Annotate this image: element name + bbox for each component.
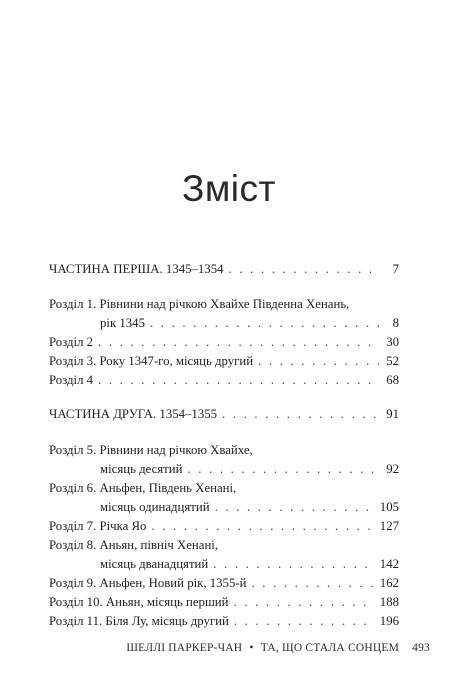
toc-entry-page: 52: [386, 354, 399, 368]
dot-leader: [187, 462, 379, 477]
footer-book-title: ТА, ЩО СТАЛА СОНЦЕМ: [260, 642, 400, 654]
toc-entry-chapter-11[interactable]: [49, 614, 399, 631]
page-title: Зміст: [182, 168, 276, 209]
toc-entry-label: Розділ 3. Року 1347-го, місяць другий: [49, 354, 254, 368]
toc-entry-chapter-4[interactable]: [49, 373, 399, 390]
toc-entry-label: Розділ 9. Аньфен, Новий рік, 1355-й: [49, 576, 247, 590]
toc-entry-chapter-1[interactable]: [49, 316, 399, 333]
toc-entry-page: 162: [379, 576, 399, 590]
toc-entry-page: 30: [386, 335, 399, 349]
dot-leader: [229, 262, 379, 277]
toc-entry-page: 7: [392, 262, 399, 276]
toc-entry-chapter-5[interactable]: [49, 462, 399, 479]
toc-entry-chapter-8[interactable]: [49, 557, 399, 574]
toc-entry-chapter-9[interactable]: [49, 576, 399, 593]
toc-entry-page: 196: [379, 614, 399, 628]
toc-entry-chapter-2[interactable]: [49, 335, 399, 352]
toc-entry-label: Розділ 2: [49, 335, 94, 349]
toc-entry-label: Розділ 10. Аньян, місяць перший: [49, 595, 229, 609]
dot-leader: [213, 557, 374, 572]
toc-entry-page: 142: [379, 557, 399, 571]
dot-leader: [234, 614, 374, 629]
toc-entry-label: Розділ 4: [49, 373, 94, 387]
toc-entry-label: рік 1345: [100, 316, 145, 330]
toc-entry-chapter-6-line-1[interactable]: Розділ 6. Аньфен, Південь Хенані,: [49, 481, 237, 495]
toc-entry-chapter-8-line-1[interactable]: Розділ 8. Аньян, північ Хенані,: [49, 538, 219, 552]
toc-entry-label: Розділ 11. Біля Лу, місяць другий: [49, 614, 229, 628]
toc-entry-chapter-5-line-1[interactable]: Розділ 5. Рівнини над річкою Хвайхе,: [49, 443, 253, 457]
toc-entry-chapter-10[interactable]: [49, 595, 399, 612]
dot-leader: [215, 500, 374, 515]
toc-entry-label: ЧАСТИНА ПЕРША. 1345–1354: [49, 262, 224, 276]
toc-entry-label: ЧАСТИНА ДРУГА. 1354–1355: [49, 407, 218, 421]
toc-entry-page: 92: [386, 462, 399, 476]
dot-leader: [150, 316, 379, 331]
dot-leader: [251, 576, 373, 591]
toc-entry-label: Розділ 7. Річка Яо: [49, 519, 147, 533]
toc-entry-chapter-3[interactable]: [49, 354, 399, 371]
toc-entry-part-1[interactable]: [49, 262, 399, 279]
running-footer: [126, 642, 430, 654]
dot-leader: [151, 519, 373, 534]
toc-entry-label: місяць дванадцятий: [100, 557, 209, 571]
dot-leader: [222, 407, 379, 422]
toc-entry-page: 127: [379, 519, 399, 533]
dot-leader: [98, 373, 379, 388]
dot-leader: [98, 335, 379, 350]
dot-leader: [258, 354, 379, 369]
toc-entry-page: 91: [386, 407, 399, 421]
toc-entry-page: 188: [379, 595, 399, 609]
toc-entry-page: 68: [386, 373, 399, 387]
footer-separator: •: [249, 642, 254, 654]
toc-entry-page: 8: [392, 316, 399, 330]
toc-entry-page: 105: [379, 500, 399, 514]
toc-entry-chapter-1-line-1[interactable]: Розділ 1. Рівнини над річкою Хвайхе Південна Хенань,: [49, 297, 350, 311]
footer-page-number: 493: [412, 642, 430, 654]
toc-entry-chapter-6[interactable]: [49, 500, 399, 517]
toc-entry-label: місяць одинадцятий: [100, 500, 210, 514]
toc-entry-chapter-7[interactable]: [49, 519, 399, 536]
toc-entry-part-2[interactable]: [49, 407, 399, 424]
footer-author: ШЕЛЛІ ПАРКЕР-ЧАН: [126, 642, 243, 654]
dot-leader: [234, 595, 374, 610]
toc-entry-label: місяць десятий: [100, 462, 183, 476]
